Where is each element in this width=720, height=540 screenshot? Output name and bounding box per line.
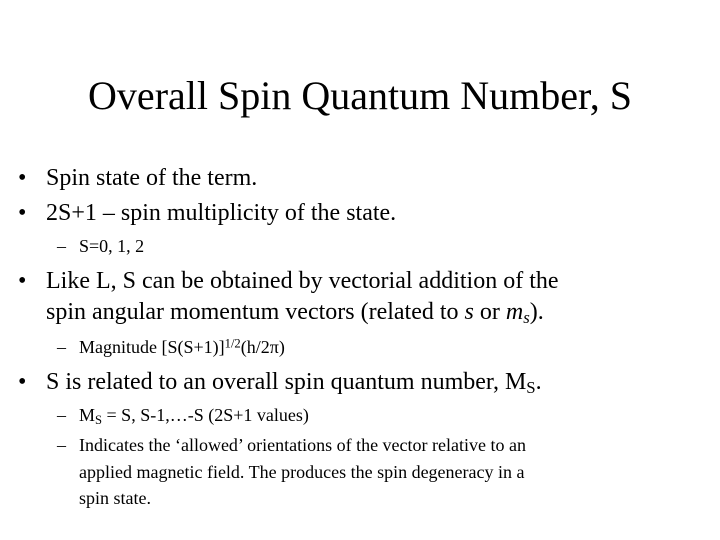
ms-symbol-subscript: S (95, 413, 103, 428)
symbol-s: s (464, 299, 474, 325)
symbol-m: m (505, 299, 524, 325)
orientations-line1: Indicates the ‘allowed’ orientations of the vector relative to an (79, 435, 526, 455)
bullet-vectorial-addition-cont (46, 298, 544, 326)
symbol-m-subscript: s (523, 308, 530, 328)
bullet-dot-icon: • (18, 268, 27, 294)
bullet-dot-icon: • (18, 200, 27, 226)
closing-punct: ). (529, 299, 544, 325)
dash-icon: – (57, 435, 66, 455)
ms-symbol: M (79, 405, 96, 425)
subbullet-s-values (57, 235, 145, 257)
magnitude-exponent: 1/2 (224, 336, 241, 351)
bullet-text: 2S+1 – spin multiplicity of the state. (46, 200, 397, 226)
bullet-spin-multiplicity (18, 199, 397, 227)
orientations-line2: applied magnetic field. The produces the spin degeneracy in a (79, 462, 525, 482)
bullet-text: S is related to an overall spin quantum number, M (46, 369, 527, 395)
closing-punct: . (535, 369, 542, 395)
bullet-text-line1: Like L, S can be obtained by vectorial addition of the (46, 268, 559, 294)
ms-subscript: S (526, 378, 536, 398)
bullet-text: Spin state of the term. (46, 165, 258, 191)
ms-values-text: = S, S-1,…-S (2S+1 values) (102, 405, 309, 425)
magnitude-units: (h/2π) (240, 337, 285, 357)
bullet-dot-icon: • (18, 165, 27, 191)
orientations-line3: spin state. (79, 488, 151, 508)
bullet-vectorial-addition (18, 267, 559, 295)
magnitude-text: Magnitude [S(S+1)] (79, 337, 225, 357)
dash-icon: – (57, 337, 66, 357)
subbullet-text: S=0, 1, 2 (79, 236, 145, 256)
bullet-overall-spin (18, 368, 542, 398)
subbullet-ms-values (57, 404, 309, 428)
bullet-text-line2: spin angular momentum vectors (related to (46, 299, 459, 325)
slide-title: Overall Spin Quantum Number, S (88, 73, 632, 118)
subbullet-orientations (57, 434, 526, 456)
bullet-spin-state (18, 164, 258, 192)
dash-icon: – (57, 405, 66, 425)
subbullet-magnitude (57, 336, 285, 358)
bullet-dot-icon: • (18, 369, 27, 395)
dash-icon: – (57, 236, 66, 256)
word-or: or (479, 299, 500, 325)
